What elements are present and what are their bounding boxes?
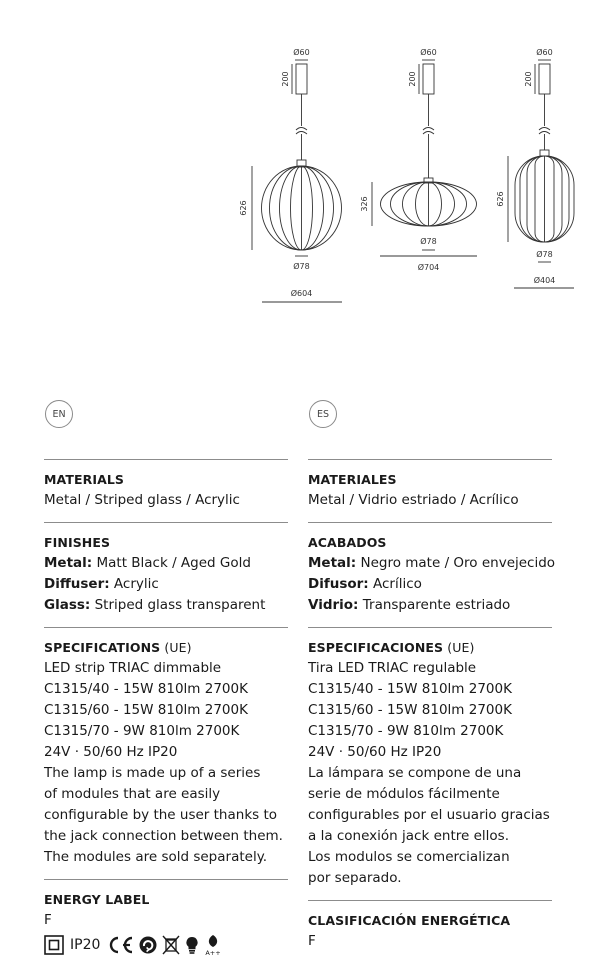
lamp1-canopy-height: 200 — [281, 71, 290, 87]
spec-line: LED strip TRIAC dimmable — [44, 660, 222, 676]
english-column — [44, 400, 288, 967]
especificaciones-title: ESPECIFICACIONES — [308, 640, 444, 655]
especificaciones-suffix: (UE) — [443, 640, 475, 655]
acabado-row — [308, 553, 556, 574]
spec-line: C1315/70 - 9W 810lm 2700K — [308, 723, 504, 739]
spec-line: configurable by the user thanks to — [44, 807, 278, 823]
specifications-suffix: (UE) — [160, 640, 192, 655]
language-badge-en: EN — [45, 400, 73, 428]
spec-line: a la conexión jack entre ellos. — [308, 828, 509, 844]
lamp2-canopy-height: 200 — [408, 71, 417, 87]
acabado-label: Metal: — [308, 555, 357, 571]
lamp3-canopy-diameter: Ø60 — [536, 48, 553, 57]
lamp3-canopy-height: 200 — [524, 71, 533, 87]
spec-line: C1315/40 - 15W 810lm 2700K — [308, 681, 512, 697]
led-bulb-icon — [184, 935, 200, 955]
spec-line: por separado. — [308, 870, 402, 886]
finish-label: Diffuser: — [44, 576, 110, 592]
ip-rating: IP20 — [70, 937, 101, 953]
spec-line: serie de módulos fácilmente — [308, 786, 500, 802]
finish-value: Acrylic — [109, 576, 159, 592]
specifications-section — [44, 627, 288, 879]
spec-line: C1315/60 - 15W 810lm 2700K — [308, 702, 512, 718]
energy-class-small-label: A++ — [205, 949, 222, 956]
energy-label-section — [44, 879, 288, 967]
specifications-heading — [44, 637, 288, 658]
lamp1-height: 626 — [239, 200, 248, 216]
finish-label: Glass: — [44, 597, 91, 613]
acabados-heading: ACABADOS — [308, 535, 387, 550]
energy-class-leaf-icon — [204, 934, 222, 956]
acabado-value: Transparente estriado — [358, 597, 511, 613]
acabado-label: Vidrio: — [308, 597, 359, 613]
lamp1-canopy-diameter: Ø60 — [293, 48, 310, 57]
class-ii-double-square-icon — [44, 935, 64, 955]
weee-crossed-bin-icon — [162, 935, 180, 955]
lamp1-width: Ø604 — [290, 289, 313, 298]
finishes-heading: FINISHES — [44, 535, 111, 550]
clasificacion-energetica-section — [308, 900, 552, 963]
acabado-value: Negro mate / Oro envejecido — [356, 555, 556, 571]
lamp2-height: 326 — [360, 196, 369, 212]
lamp3-cap-diameter: Ø78 — [536, 250, 553, 259]
especificaciones-section — [308, 627, 552, 900]
finish-row — [44, 574, 288, 595]
spanish-column — [308, 400, 556, 963]
spec-line: The lamp is made up of a series — [44, 765, 261, 781]
materiales-section — [308, 459, 552, 522]
certification-icons — [44, 934, 288, 956]
lamp3-height: 626 — [496, 191, 505, 207]
lamp1-cap-diameter: Ø78 — [293, 262, 310, 271]
materiales-text: Metal / Vidrio estriado / Acrílico — [308, 492, 519, 508]
materials-section — [44, 459, 288, 522]
spec-line: Tira LED TRIAC regulable — [308, 660, 477, 676]
spec-line: the jack connection between them. — [44, 828, 283, 844]
acabado-value: Acrílico — [368, 576, 422, 592]
acabado-row — [308, 595, 552, 616]
clasificacion-energetica-value: F — [308, 933, 316, 949]
finish-value: Striped glass transparent — [90, 597, 266, 613]
acabados-section — [308, 522, 556, 627]
spec-line: C1315/60 - 15W 810lm 2700K — [44, 702, 248, 718]
energy-label-heading: ENERGY LABEL — [44, 892, 150, 907]
materials-heading: MATERIALS — [44, 472, 125, 487]
lamp3-width: Ø404 — [533, 276, 556, 285]
recycle-icon — [138, 935, 158, 955]
spec-line: of modules that are easily — [44, 786, 221, 802]
language-badge-es: ES — [309, 400, 337, 428]
finishes-section — [44, 522, 288, 627]
spec-line: C1315/40 - 15W 810lm 2700K — [44, 681, 248, 697]
finish-row — [44, 595, 288, 616]
technical-drawings — [0, 0, 600, 320]
specifications-title: SPECIFICATIONS — [44, 640, 161, 655]
energy-label-value: F — [44, 912, 52, 928]
lamp2-cap-diameter: Ø78 — [420, 237, 437, 246]
ce-mark-icon — [106, 935, 134, 955]
clasificacion-energetica-heading: CLASIFICACIÓN ENERGÉTICA — [308, 913, 511, 928]
spec-line: configurables por el usuario gracias — [308, 807, 550, 823]
finish-value: Matt Black / Aged Gold — [92, 555, 251, 571]
lamp2-width: Ø704 — [417, 263, 440, 272]
finish-row — [44, 553, 288, 574]
especificaciones-heading — [308, 637, 552, 658]
materiales-heading: MATERIALES — [308, 472, 397, 487]
spec-line: La lámpara se compone de una — [308, 765, 522, 781]
spec-line: 24V · 50/60 Hz IP20 — [308, 744, 442, 760]
finish-label: Metal: — [44, 555, 93, 571]
materials-text: Metal / Striped glass / Acrylic — [44, 492, 240, 508]
spec-line: The modules are sold separately. — [44, 849, 268, 865]
acabado-label: Difusor: — [308, 576, 369, 592]
lamp-ellipse-drawing — [372, 60, 477, 256]
spec-line: 24V · 50/60 Hz IP20 — [44, 744, 178, 760]
lamp2-canopy-diameter: Ø60 — [420, 48, 437, 57]
acabado-row — [308, 574, 552, 595]
spec-line: C1315/70 - 9W 810lm 2700K — [44, 723, 240, 739]
spec-line: Los modulos se comercializan — [308, 849, 510, 865]
